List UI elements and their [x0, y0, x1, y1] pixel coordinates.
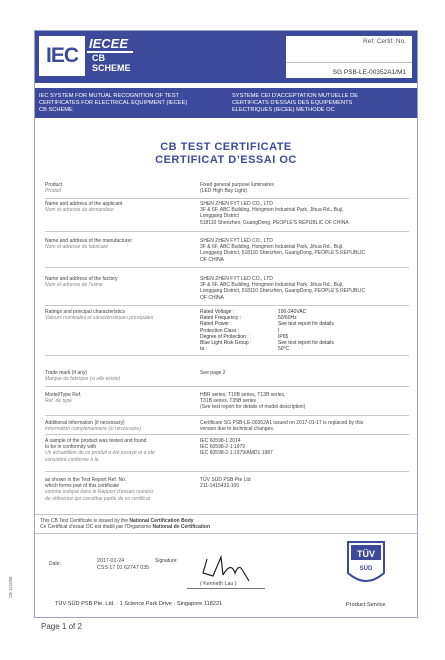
rating-key: Rated Power :	[200, 321, 232, 328]
label-en: Model/Type Ref.	[45, 392, 82, 398]
tuv-sud-logo-icon	[342, 539, 390, 593]
divider	[45, 305, 409, 306]
scheme-fr-line: SYSTEME CEI D'ACCEPTATION MUTUELLE DE	[232, 93, 359, 99]
label-en: Name and address of the factory	[45, 276, 118, 282]
divider	[45, 355, 409, 356]
label-fr: Valeurs nominales et caractéristiques principales	[45, 315, 154, 322]
divider	[35, 533, 417, 534]
header-bar	[35, 31, 417, 83]
value-line: OF CHINA	[200, 256, 224, 263]
field-value	[200, 276, 410, 301]
issuing-body-fr	[40, 524, 210, 530]
rating-key: Protection Class :	[200, 327, 240, 334]
reference-number: SG PSB-LE-00352A1/M1	[332, 69, 406, 76]
label-en: Ratings and principal characteristics	[45, 309, 126, 315]
label-en: as shown in the Test Report Ref. No.	[45, 477, 127, 483]
label-fr: Nom et adresse du demandeur	[45, 207, 114, 214]
value-line: Longgang District, 518110 Shenzhen, GuangDong, PEOPLE'S REPUBLIC	[200, 288, 366, 295]
divider	[45, 231, 409, 232]
title-en: CB TEST CERTIFICATE	[160, 141, 292, 153]
field-label	[45, 276, 185, 288]
value-line: Longgang District, 518110 Shenzhen, GuangDong, PEOPLE'S REPUBLIC	[200, 250, 366, 257]
rating-key: Rated Voltage :	[200, 309, 235, 315]
value-line: 211-1415432-100	[200, 483, 240, 490]
label-fr: considéré conforme à la	[45, 456, 99, 463]
label-fr: Ref. de type	[45, 398, 72, 405]
signer-name: ( Kenneth Lau )	[200, 581, 237, 587]
field-label	[45, 182, 185, 194]
tuv-logo-top-text: TÜV	[357, 549, 375, 559]
value-line: Fixed general purpose luminaires	[200, 182, 274, 188]
label-fr: Information complémentaire (si nécessaire)	[45, 426, 141, 433]
field-value	[200, 182, 410, 194]
value-line: version due to technical changes.	[200, 426, 275, 433]
field-value	[200, 420, 410, 432]
label-en: to be in conformity with	[45, 444, 97, 451]
field-value	[200, 438, 410, 457]
rating-value: 50/60Hz	[278, 315, 297, 322]
page-number: Page 1 of 2	[41, 622, 82, 631]
issuer-address: TÜV SÜD PSB Pte. Ltd. · 1 Science Park Drive · Singapore 118221	[55, 601, 223, 607]
rating-value: IP65	[278, 333, 289, 340]
issuing-body	[40, 518, 210, 530]
product-service-label: Product Service	[346, 602, 386, 608]
rating-value: See test report for details	[278, 340, 334, 347]
field-label	[45, 477, 185, 502]
field-label	[45, 238, 185, 250]
label-fr: Nom et adresse de l'usine	[45, 282, 103, 289]
rating-key: ta :	[200, 346, 207, 353]
value-line: SHEN ZHEN FYT LED CO., LTD	[200, 276, 273, 282]
value-line: 3F & 6F, ABC Building, Hongmen Industrial Park, Jihua Rd., Buji,	[200, 282, 344, 289]
value-line: HBR series, T10B series, T13B series,	[200, 392, 286, 398]
field-label	[45, 392, 185, 404]
date-label: Date:	[49, 561, 61, 567]
divider	[45, 471, 409, 472]
field-label	[45, 201, 185, 213]
tuv-logo-bottom-text: SÜD	[359, 566, 373, 572]
label-en: Product	[45, 182, 63, 188]
divider	[45, 415, 409, 416]
divider	[45, 386, 409, 387]
label-fr: Un échantillon de ce produit a été essayé et a été	[45, 450, 155, 457]
issued-fr-text: Ce Certificat d'essai OC est établi par l'Organisme	[40, 524, 153, 530]
field-label	[45, 438, 185, 463]
rating-value: See test report for details	[278, 321, 334, 328]
field-value	[200, 370, 410, 376]
signature-image	[193, 551, 263, 585]
reference-label: Ref. Certif. No.	[363, 38, 406, 45]
label-fr: de référence qui constitue partie de ce certificat	[45, 495, 151, 502]
label-en: A sample of the product was tested and found	[45, 438, 147, 444]
label-en: which forms part of this certificate	[45, 483, 120, 490]
document-number: CSS 17 01 62747 035	[97, 565, 150, 571]
field-value	[200, 392, 410, 411]
iecee-logo	[87, 36, 133, 76]
label-en: Trade mark (if any)	[45, 370, 88, 376]
rating-value: 50°C	[278, 346, 290, 353]
iec-logo: IEC	[39, 36, 85, 76]
scheme-en-line: CERTIFICATES FOR ELECTRICAL EQUIPMENT (IECEE)	[39, 100, 188, 107]
rating-key: Blue Light Risk Group :	[200, 340, 252, 347]
label-en: Name and address of the manufacturer	[45, 238, 132, 244]
field-label	[45, 370, 185, 382]
label-en: Additional information (if necessary)	[45, 420, 125, 426]
value-line: See page 2	[200, 370, 226, 376]
signature-line	[187, 588, 265, 589]
signature-label: Signature:	[155, 558, 178, 564]
value-line: 3F & 6F, ABC Building, Hongmen Industrial Park, Jihua Rd., Buji,	[200, 244, 344, 251]
certificate-sheet	[34, 30, 418, 618]
rating-value: 100-240VAC	[278, 309, 307, 315]
side-form-code: CB 1115/08	[8, 576, 13, 598]
scheme-text-fr	[232, 93, 414, 115]
value-line: SHEN ZHEN FYT LED CO., LTD	[200, 238, 273, 244]
rating-value: I	[278, 327, 280, 334]
divider	[45, 434, 409, 435]
label-fr: Nom et adresse du fabricant	[45, 244, 108, 251]
value-line: TÜV SÜD PSB Pte Ltd	[200, 477, 251, 483]
label-fr: Produit	[45, 188, 61, 195]
field-label	[45, 309, 185, 321]
scheme-en-line: CB SCHEME	[39, 107, 73, 114]
reference-divider	[286, 62, 412, 63]
iecee-logo-bottom: CB SCHEME	[92, 53, 131, 73]
divider	[35, 514, 417, 515]
issue-date: 2017-01-24	[97, 558, 125, 564]
value-line: T31B series, T35B series	[200, 398, 257, 405]
ratings-list	[200, 309, 410, 352]
value-line: Certificate SG PSB-LE-00352A1 issued on 2017-01-17 is replaced by this	[200, 420, 364, 426]
value-line: IEC 60598-1:2014	[200, 438, 241, 444]
scheme-fr-line: ELECTRIQUES (IECEE) METHODE OC	[232, 107, 335, 114]
scheme-band	[35, 88, 417, 118]
date-block	[97, 558, 149, 572]
rating-row	[200, 346, 410, 352]
issued-en-text: This CB Test Certificate is issued by the	[40, 518, 130, 524]
field-value	[200, 238, 410, 263]
value-line: Longgang District	[200, 213, 239, 220]
field-label	[45, 420, 185, 432]
issued-fr-bold: National de Certification	[152, 524, 211, 530]
value-line: 3F & 6F, ABC Building, Hongmen Industrial Park, Jihua Rd., Buji,	[200, 207, 344, 214]
iecee-logo-top: IECEE	[87, 36, 133, 53]
scheme-fr-line: CERTIFICATS D'ESSAIS DES EQUIPEMENTS	[232, 100, 353, 107]
reference-box	[286, 36, 412, 78]
value-line: (See test report for details of model description)	[200, 404, 306, 411]
label-fr: comme indiqué dans le Rapport d'essais numéro	[45, 489, 154, 496]
value-line: (LED High Bay Light)	[200, 188, 247, 195]
scheme-text-en	[39, 93, 219, 115]
value-line: IEC 60598-2-1:1979/AMD1:1987	[200, 450, 273, 457]
value-line: SHEN ZHEN FYT LED CO., LTD	[200, 201, 273, 207]
label-fr: Marque de fabrique (si elle existe)	[45, 376, 121, 383]
issued-en-bold: National Certification Body	[129, 518, 194, 524]
field-value	[200, 201, 410, 226]
divider	[45, 267, 409, 268]
rating-key: Rated Frequency :	[200, 315, 242, 322]
value-line: OF CHINA	[200, 294, 224, 301]
value-line: IEC 60598-2-1:1979	[200, 444, 246, 451]
label-en: Name and address of the applicant	[45, 201, 123, 207]
title-fr: CERTIFICAT D’ESSAI OC	[155, 154, 297, 166]
value-line: 518110 Shenzhen, GuangDong, PEOPLE'S REPUBLIC OF CHINA	[200, 219, 349, 226]
rating-key: Degree of Protection :	[200, 333, 249, 340]
certificate-title	[35, 141, 417, 166]
field-value	[200, 477, 410, 489]
divider	[45, 198, 409, 199]
scheme-en-line: IEC SYSTEM FOR MUTUAL RECOGNITION OF TEST	[39, 93, 179, 99]
